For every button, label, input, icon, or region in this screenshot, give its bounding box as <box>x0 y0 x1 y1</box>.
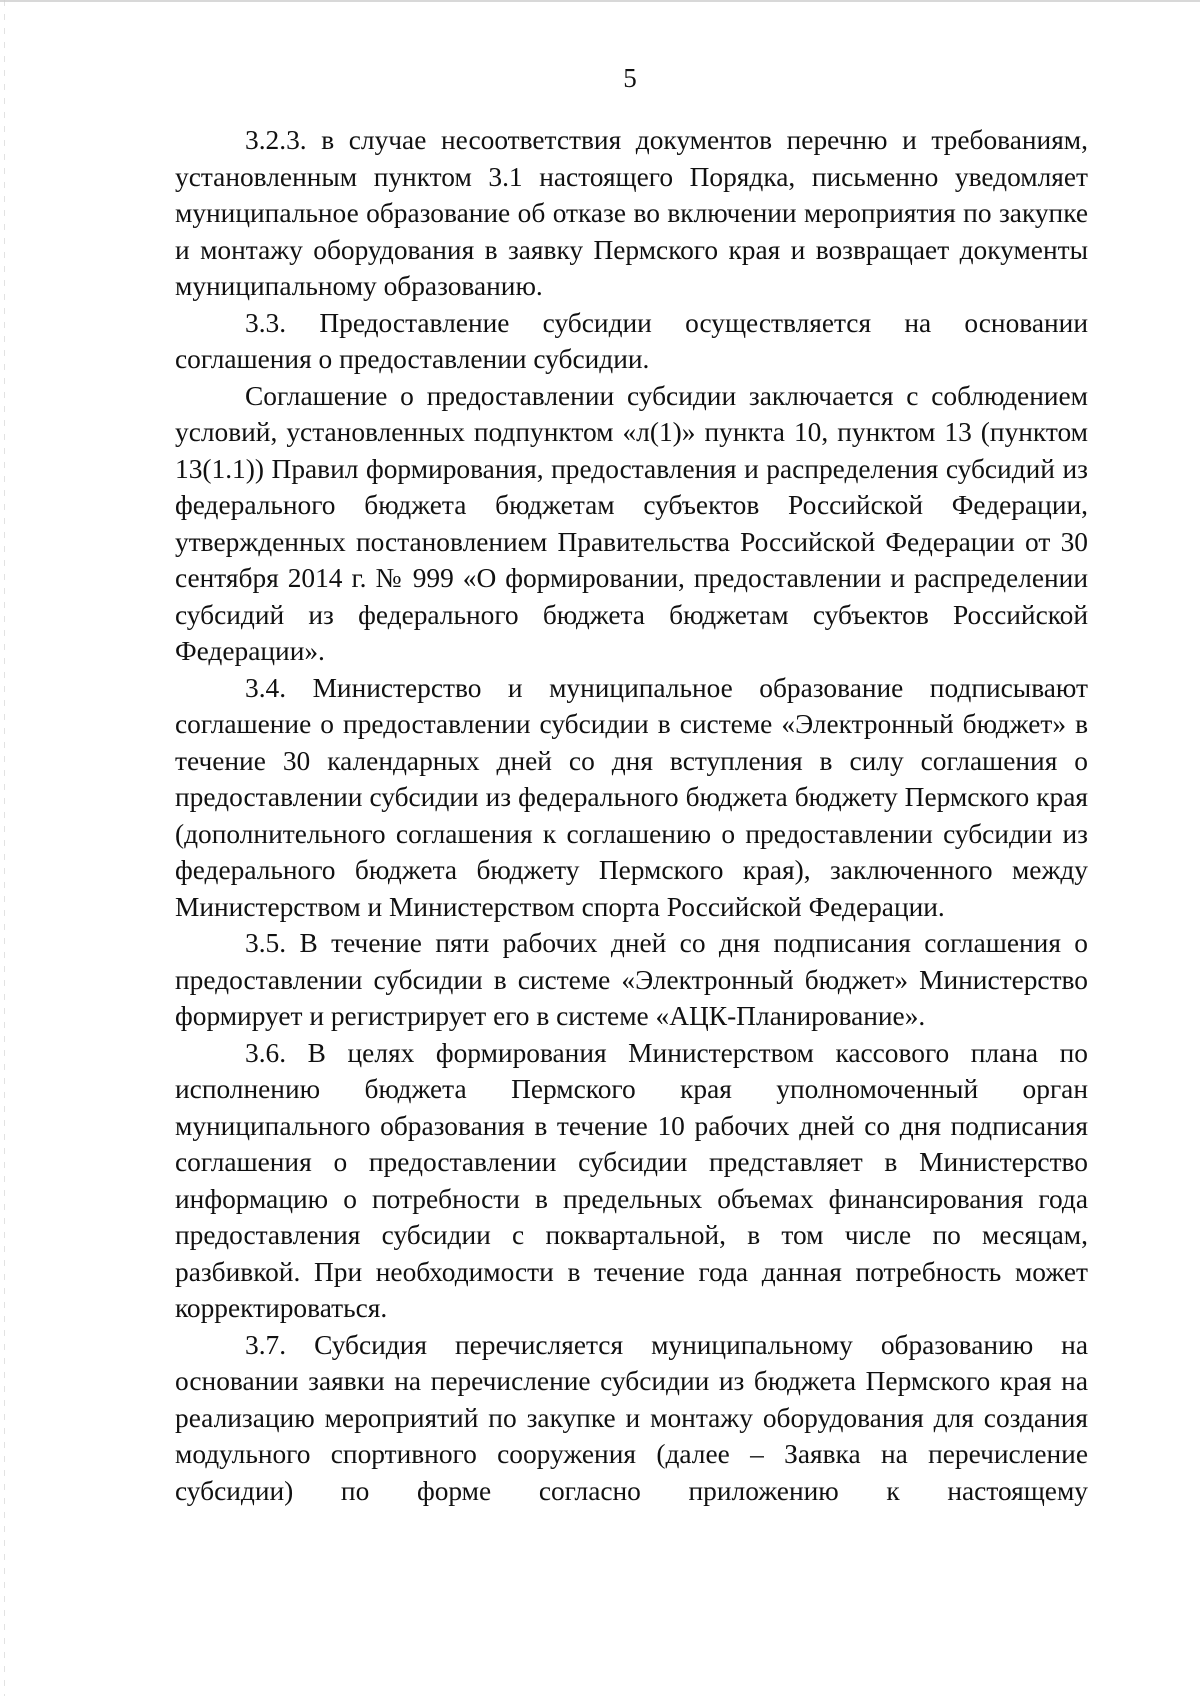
paragraph-3-5: 3.5. В течение пяти рабочих дней со дня подписания соглашения о предоставлении субсидии в системе «Электронный бюджет» Министерство формирует и регистрирует его в системе «АЦК-Планирование». <box>175 928 1088 1031</box>
page-number: 5 <box>623 63 637 93</box>
paragraph-3-2-3: 3.2.3. в случае несоответствия документов перечню и требованиям, установленным пунктом 3.1 настоящего Порядка, письменно уведомляет муниципальное образование об отказе во включении мероприятия по закупке и монтажу оборудования в заявку Пермского края и возвращает документы муниципальному образованию. <box>175 125 1088 301</box>
scan-edge-left <box>4 0 5 1696</box>
document-body <box>175 122 1088 1509</box>
paragraph-3-6: 3.6. В целях формирования Министерством кассового плана по исполнению бюджета Пермского края уполномоченный орган муниципального образования в течение 10 рабочих дней со дня подписания соглашения о предоставлении субсидии представляет в Министерство информацию о потребности в предельных объемах финансирования года предоставления субсидии с поквартальной, в том числе по месяцам, разбивкой. При необходимости в течение года данная потребность может корректироваться. <box>175 1037 1088 1323</box>
paragraph-agreement-conditions: Соглашение о предоставлении субсидии заключается с соблюдением условий, установленных подпунктом «л(1)» пункта 10, пунктом 13 (пунктом 13(1.1)) Правил формирования, предоставления и распределения субсидий из федерального бюджета бюджетам субъектов Российской Федерации, утвержденных постановлением Правительства Российской Федерации от 30 сентября 2014 г. № 999 «О формировании, предоставлении и распределении субсидий из федерального бюджета бюджетам субъектов Российской Федерации». <box>175 380 1088 666</box>
paragraph-3-4: 3.4. Министерство и муниципальное образование подписывают соглашение о предоставлении субсидии в системе «Электронный бюджет» в течение 30 календарных дней со дня вступления в силу соглашения о предоставлении субсидии из федерального бюджета бюджету Пермского края (дополнительного соглашения к соглашению о предоставлении субсидии из федерального бюджета бюджету Пермского края), заключенного между Министерством и Министерством спорта Российской Федерации. <box>175 672 1088 922</box>
paragraph-3-7: 3.7. Субсидия перечисляется муниципальному образованию на основании заявки на перечисление субсидии из бюджета Пермского края на реализацию мероприятий по закупке и монтажу оборудования для создания модульного спортивного сооружения (далее – Заявка на перечисление субсидии) по форме согласно приложению к настоящему <box>175 1329 1088 1506</box>
paragraph-3-3: 3.3. Предоставление субсидии осуществляется на основании соглашения о предоставлении субсидии. <box>175 307 1088 374</box>
scan-edge-top <box>0 0 1200 2</box>
